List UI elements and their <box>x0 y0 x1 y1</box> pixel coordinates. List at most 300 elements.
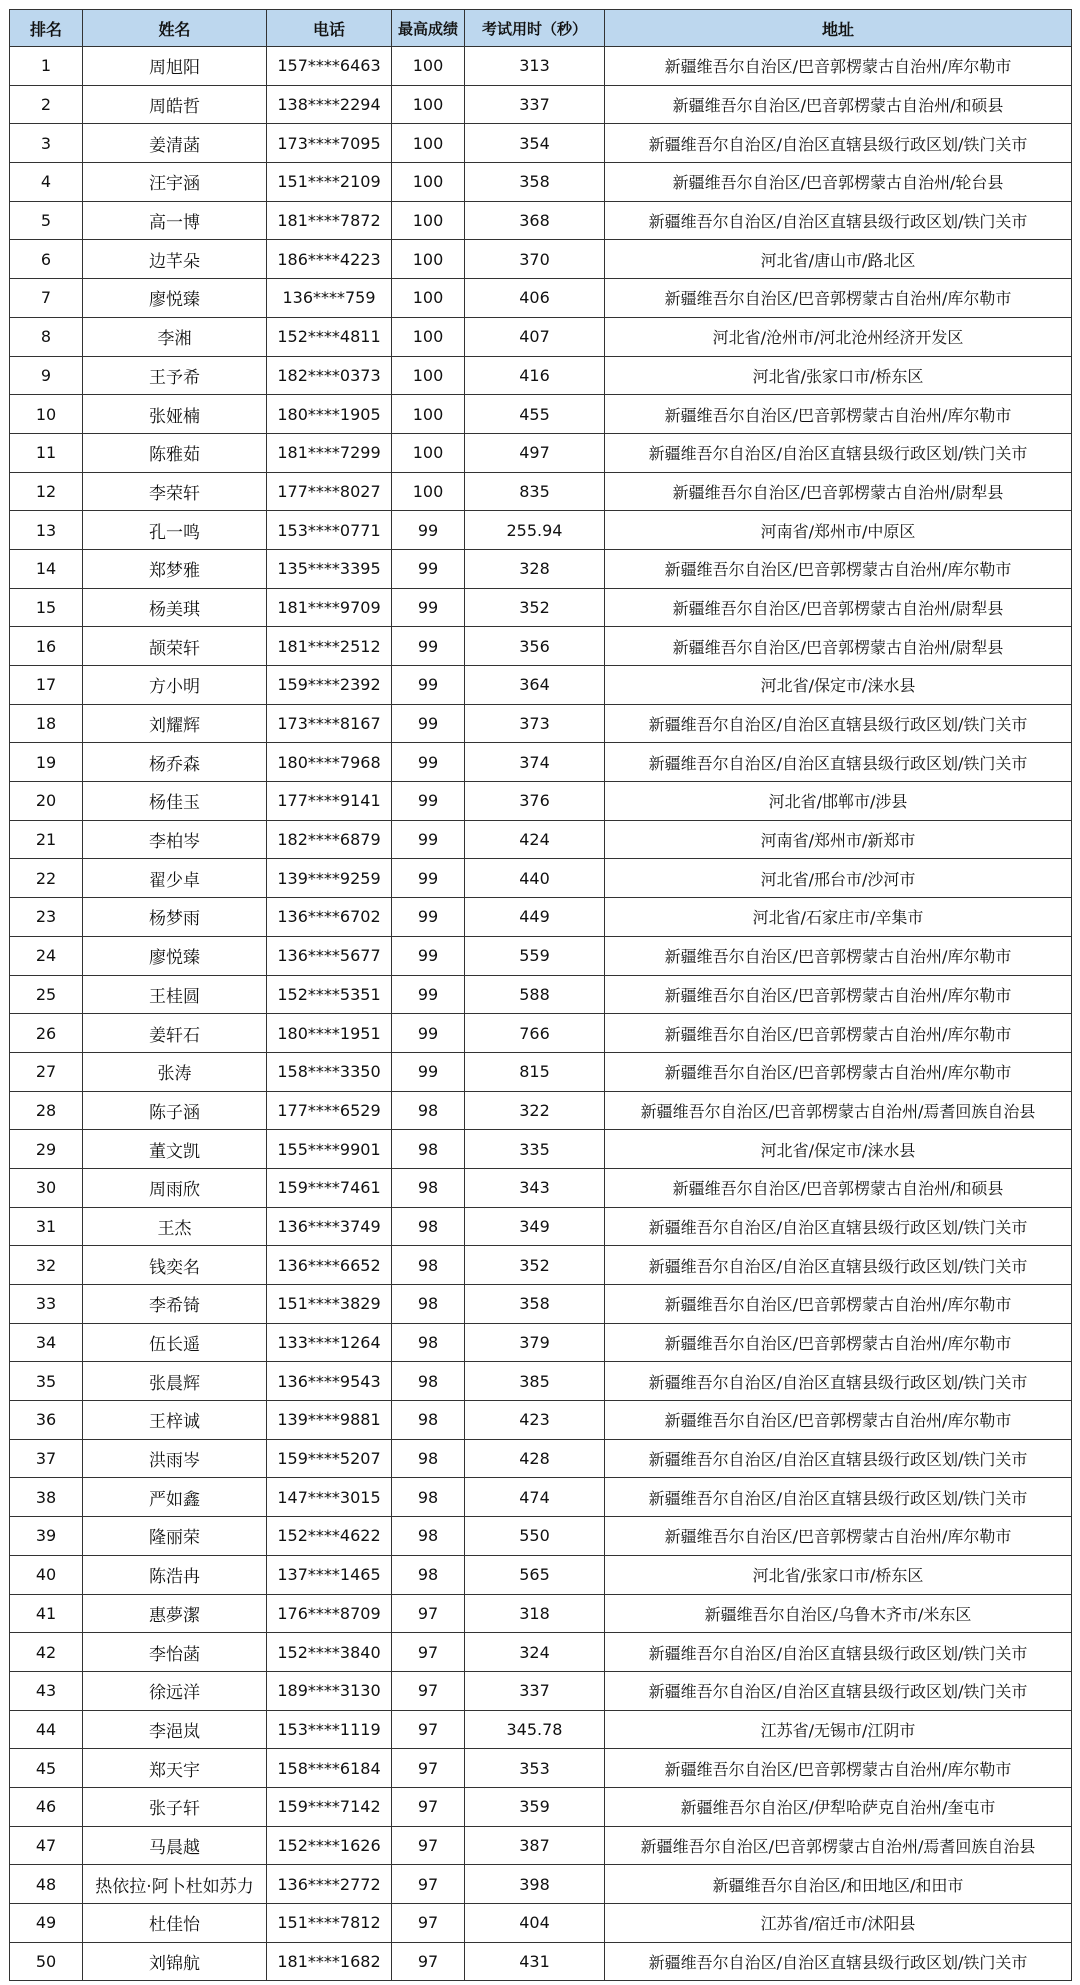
cell-best-score: 100 <box>392 47 465 86</box>
cell-exam-time: 423 <box>465 1401 605 1440</box>
cell-exam-time: 497 <box>465 433 605 472</box>
cell-rank: 15 <box>10 588 83 627</box>
cell-phone: 159****7142 <box>267 1787 392 1826</box>
cell-best-score: 98 <box>392 1478 465 1517</box>
cell-name: 姜清菡 <box>83 124 267 163</box>
cell-best-score: 97 <box>392 1904 465 1943</box>
table-row <box>10 433 1072 472</box>
cell-phone: 152****1626 <box>267 1826 392 1865</box>
cell-phone: 152****4622 <box>267 1517 392 1556</box>
cell-address: 河南省/郑州市/新郑市 <box>605 820 1072 859</box>
cell-rank: 45 <box>10 1749 83 1788</box>
header-best-score: 最高成绩 <box>392 10 465 47</box>
cell-best-score: 97 <box>392 1594 465 1633</box>
cell-rank: 23 <box>10 898 83 937</box>
cell-address: 新疆维吾尔自治区/自治区直辖县级行政区划/铁门关市 <box>605 1942 1072 1981</box>
cell-best-score: 100 <box>392 279 465 318</box>
table-row <box>10 1130 1072 1169</box>
cell-exam-time: 424 <box>465 820 605 859</box>
cell-phone: 182****0373 <box>267 356 392 395</box>
cell-phone: 180****7968 <box>267 743 392 782</box>
cell-rank: 33 <box>10 1285 83 1324</box>
cell-exam-time: 335 <box>465 1130 605 1169</box>
cell-best-score: 100 <box>392 356 465 395</box>
cell-name: 姜轩石 <box>83 1014 267 1053</box>
cell-exam-time: 374 <box>465 743 605 782</box>
cell-name: 翟少卓 <box>83 859 267 898</box>
cell-address: 新疆维吾尔自治区/巴音郭楞蒙古自治州/库尔勒市 <box>605 1749 1072 1788</box>
cell-name: 李希锜 <box>83 1285 267 1324</box>
cell-address: 新疆维吾尔自治区/巴音郭楞蒙古自治州/库尔勒市 <box>605 1517 1072 1556</box>
table-row <box>10 820 1072 859</box>
cell-phone: 151****2109 <box>267 163 392 202</box>
cell-name: 张子轩 <box>83 1787 267 1826</box>
cell-name: 李怡菡 <box>83 1633 267 1672</box>
cell-address: 新疆维吾尔自治区/自治区直辖县级行政区划/铁门关市 <box>605 201 1072 240</box>
cell-name: 张娅楠 <box>83 395 267 434</box>
cell-address: 新疆维吾尔自治区/巴音郭楞蒙古自治州/库尔勒市 <box>605 549 1072 588</box>
cell-exam-time: 440 <box>465 859 605 898</box>
cell-exam-time: 588 <box>465 975 605 1014</box>
table-row <box>10 356 1072 395</box>
cell-exam-time: 368 <box>465 201 605 240</box>
cell-address: 河北省/张家口市/桥东区 <box>605 356 1072 395</box>
cell-exam-time: 328 <box>465 549 605 588</box>
cell-exam-time: 398 <box>465 1865 605 1904</box>
table-row <box>10 85 1072 124</box>
cell-phone: 133****1264 <box>267 1323 392 1362</box>
cell-name: 洪雨岑 <box>83 1439 267 1478</box>
cell-best-score: 100 <box>392 201 465 240</box>
table-row <box>10 782 1072 821</box>
cell-address: 新疆维吾尔自治区/自治区直辖县级行政区划/铁门关市 <box>605 1633 1072 1672</box>
cell-rank: 26 <box>10 1014 83 1053</box>
cell-exam-time: 354 <box>465 124 605 163</box>
cell-phone: 153****1119 <box>267 1710 392 1749</box>
table-row <box>10 1787 1072 1826</box>
cell-best-score: 98 <box>392 1168 465 1207</box>
cell-address: 新疆维吾尔自治区/巴音郭楞蒙古自治州/轮台县 <box>605 163 1072 202</box>
cell-name: 李浥岚 <box>83 1710 267 1749</box>
cell-rank: 32 <box>10 1246 83 1285</box>
cell-exam-time: 835 <box>465 472 605 511</box>
cell-phone: 147****3015 <box>267 1478 392 1517</box>
cell-exam-time: 364 <box>465 666 605 705</box>
cell-exam-time: 352 <box>465 588 605 627</box>
cell-rank: 48 <box>10 1865 83 1904</box>
table-row <box>10 1633 1072 1672</box>
cell-phone: 158****3350 <box>267 1052 392 1091</box>
cell-phone: 136****759 <box>267 279 392 318</box>
cell-address: 新疆维吾尔自治区/巴音郭楞蒙古自治州/库尔勒市 <box>605 47 1072 86</box>
cell-phone: 181****1682 <box>267 1942 392 1981</box>
cell-address: 河北省/张家口市/桥东区 <box>605 1555 1072 1594</box>
cell-best-score: 98 <box>392 1362 465 1401</box>
ranking-sheet <box>9 9 1071 1981</box>
cell-best-score: 99 <box>392 666 465 705</box>
cell-rank: 10 <box>10 395 83 434</box>
cell-rank: 49 <box>10 1904 83 1943</box>
cell-rank: 28 <box>10 1091 83 1130</box>
header-address: 地址 <box>605 10 1072 47</box>
header-name: 姓名 <box>83 10 267 47</box>
cell-name: 张涛 <box>83 1052 267 1091</box>
cell-phone: 181****2512 <box>267 627 392 666</box>
cell-phone: 176****8709 <box>267 1594 392 1633</box>
cell-best-score: 97 <box>392 1826 465 1865</box>
table-row <box>10 395 1072 434</box>
cell-exam-time: 416 <box>465 356 605 395</box>
table-row <box>10 1362 1072 1401</box>
cell-name: 汪宇涵 <box>83 163 267 202</box>
cell-rank: 34 <box>10 1323 83 1362</box>
cell-best-score: 99 <box>392 588 465 627</box>
cell-best-score: 99 <box>392 549 465 588</box>
cell-address: 新疆维吾尔自治区/巴音郭楞蒙古自治州/和硕县 <box>605 85 1072 124</box>
cell-rank: 7 <box>10 279 83 318</box>
cell-rank: 30 <box>10 1168 83 1207</box>
cell-name: 钱奕名 <box>83 1246 267 1285</box>
cell-phone: 155****9901 <box>267 1130 392 1169</box>
cell-name: 颉荣轩 <box>83 627 267 666</box>
cell-exam-time: 373 <box>465 704 605 743</box>
cell-best-score: 98 <box>392 1555 465 1594</box>
cell-best-score: 100 <box>392 395 465 434</box>
table-row <box>10 1478 1072 1517</box>
cell-phone: 151****3829 <box>267 1285 392 1324</box>
table-row <box>10 1942 1072 1981</box>
cell-rank: 5 <box>10 201 83 240</box>
cell-name: 王桂圆 <box>83 975 267 1014</box>
cell-best-score: 97 <box>392 1865 465 1904</box>
cell-address: 新疆维吾尔自治区/自治区直辖县级行政区划/铁门关市 <box>605 1362 1072 1401</box>
header-exam-time: 考试用时（秒） <box>465 10 605 47</box>
table-row <box>10 472 1072 511</box>
cell-rank: 3 <box>10 124 83 163</box>
cell-phone: 180****1951 <box>267 1014 392 1053</box>
cell-best-score: 97 <box>392 1749 465 1788</box>
cell-exam-time: 343 <box>465 1168 605 1207</box>
cell-address: 新疆维吾尔自治区/自治区直辖县级行政区划/铁门关市 <box>605 1439 1072 1478</box>
table-row <box>10 1246 1072 1285</box>
cell-name: 杨佳玉 <box>83 782 267 821</box>
cell-name: 周旭阳 <box>83 47 267 86</box>
cell-best-score: 98 <box>392 1323 465 1362</box>
cell-address: 新疆维吾尔自治区/巴音郭楞蒙古自治州/库尔勒市 <box>605 279 1072 318</box>
cell-phone: 177****9141 <box>267 782 392 821</box>
cell-exam-time: 359 <box>465 1787 605 1826</box>
cell-phone: 181****9709 <box>267 588 392 627</box>
cell-rank: 11 <box>10 433 83 472</box>
cell-phone: 159****2392 <box>267 666 392 705</box>
cell-exam-time: 337 <box>465 85 605 124</box>
table-row <box>10 1014 1072 1053</box>
cell-address: 河北省/唐山市/路北区 <box>605 240 1072 279</box>
cell-rank: 18 <box>10 704 83 743</box>
cell-phone: 136****6652 <box>267 1246 392 1285</box>
cell-phone: 152****5351 <box>267 975 392 1014</box>
cell-name: 王杰 <box>83 1207 267 1246</box>
table-row <box>10 1323 1072 1362</box>
table-row <box>10 743 1072 782</box>
cell-best-score: 97 <box>392 1942 465 1981</box>
cell-exam-time: 349 <box>465 1207 605 1246</box>
cell-phone: 159****7461 <box>267 1168 392 1207</box>
cell-phone: 139****9259 <box>267 859 392 898</box>
cell-best-score: 99 <box>392 704 465 743</box>
cell-best-score: 100 <box>392 433 465 472</box>
cell-best-score: 100 <box>392 85 465 124</box>
cell-name: 杨梦雨 <box>83 898 267 937</box>
table-row <box>10 1555 1072 1594</box>
cell-exam-time: 376 <box>465 782 605 821</box>
cell-name: 严如鑫 <box>83 1478 267 1517</box>
cell-name: 高一博 <box>83 201 267 240</box>
cell-phone: 136****2772 <box>267 1865 392 1904</box>
cell-rank: 25 <box>10 975 83 1014</box>
cell-name: 廖悦臻 <box>83 936 267 975</box>
table-row <box>10 1207 1072 1246</box>
table-row <box>10 279 1072 318</box>
cell-best-score: 98 <box>392 1091 465 1130</box>
cell-address: 新疆维吾尔自治区/和田地区/和田市 <box>605 1865 1072 1904</box>
cell-exam-time: 379 <box>465 1323 605 1362</box>
cell-best-score: 99 <box>392 1014 465 1053</box>
cell-best-score: 98 <box>392 1439 465 1478</box>
cell-best-score: 100 <box>392 317 465 356</box>
cell-exam-time: 370 <box>465 240 605 279</box>
cell-phone: 153****0771 <box>267 511 392 550</box>
table-row <box>10 1052 1072 1091</box>
cell-name: 王予希 <box>83 356 267 395</box>
cell-best-score: 97 <box>392 1787 465 1826</box>
cell-rank: 4 <box>10 163 83 202</box>
cell-rank: 41 <box>10 1594 83 1633</box>
cell-address: 河南省/郑州市/中原区 <box>605 511 1072 550</box>
table-row <box>10 1671 1072 1710</box>
cell-phone: 173****8167 <box>267 704 392 743</box>
cell-rank: 31 <box>10 1207 83 1246</box>
cell-address: 新疆维吾尔自治区/自治区直辖县级行政区划/铁门关市 <box>605 124 1072 163</box>
cell-best-score: 99 <box>392 820 465 859</box>
cell-rank: 20 <box>10 782 83 821</box>
cell-address: 河北省/石家庄市/辛集市 <box>605 898 1072 937</box>
cell-address: 新疆维吾尔自治区/巴音郭楞蒙古自治州/库尔勒市 <box>605 1323 1072 1362</box>
table-row <box>10 1517 1072 1556</box>
cell-rank: 43 <box>10 1671 83 1710</box>
cell-name: 李柏岑 <box>83 820 267 859</box>
cell-name: 徐远洋 <box>83 1671 267 1710</box>
cell-exam-time: 356 <box>465 627 605 666</box>
cell-address: 新疆维吾尔自治区/自治区直辖县级行政区划/铁门关市 <box>605 743 1072 782</box>
cell-phone: 139****9881 <box>267 1401 392 1440</box>
cell-best-score: 99 <box>392 936 465 975</box>
cell-best-score: 99 <box>392 743 465 782</box>
cell-address: 新疆维吾尔自治区/巴音郭楞蒙古自治州/库尔勒市 <box>605 1014 1072 1053</box>
cell-name: 李荣轩 <box>83 472 267 511</box>
cell-name: 杨美琪 <box>83 588 267 627</box>
cell-best-score: 97 <box>392 1633 465 1672</box>
cell-best-score: 99 <box>392 898 465 937</box>
cell-address: 新疆维吾尔自治区/自治区直辖县级行政区划/铁门关市 <box>605 1671 1072 1710</box>
cell-best-score: 98 <box>392 1517 465 1556</box>
cell-name: 周雨欣 <box>83 1168 267 1207</box>
cell-name: 廖悦臻 <box>83 279 267 318</box>
cell-name: 董文凯 <box>83 1130 267 1169</box>
cell-rank: 21 <box>10 820 83 859</box>
cell-address: 新疆维吾尔自治区/巴音郭楞蒙古自治州/尉犁县 <box>605 588 1072 627</box>
table-row <box>10 1904 1072 1943</box>
cell-address: 河北省/保定市/涞水县 <box>605 666 1072 705</box>
table-row <box>10 975 1072 1014</box>
table-row <box>10 124 1072 163</box>
cell-exam-time: 406 <box>465 279 605 318</box>
cell-phone: 186****4223 <box>267 240 392 279</box>
cell-exam-time: 431 <box>465 1942 605 1981</box>
header-rank: 排名 <box>10 10 83 47</box>
table-row <box>10 549 1072 588</box>
cell-address: 新疆维吾尔自治区/巴音郭楞蒙古自治州/和硕县 <box>605 1168 1072 1207</box>
header-phone: 电话 <box>267 10 392 47</box>
cell-address: 河北省/邯郸市/涉县 <box>605 782 1072 821</box>
cell-rank: 2 <box>10 85 83 124</box>
table-row <box>10 1749 1072 1788</box>
cell-address: 新疆维吾尔自治区/巴音郭楞蒙古自治州/库尔勒市 <box>605 395 1072 434</box>
cell-phone: 151****7812 <box>267 1904 392 1943</box>
table-row <box>10 1594 1072 1633</box>
cell-rank: 6 <box>10 240 83 279</box>
table-row <box>10 704 1072 743</box>
table-row <box>10 1710 1072 1749</box>
table-row <box>10 1285 1072 1324</box>
table-row <box>10 1091 1072 1130</box>
cell-phone: 181****7299 <box>267 433 392 472</box>
cell-name: 郑梦雅 <box>83 549 267 588</box>
cell-phone: 181****7872 <box>267 201 392 240</box>
cell-phone: 136****9543 <box>267 1362 392 1401</box>
cell-exam-time: 313 <box>465 47 605 86</box>
cell-rank: 37 <box>10 1439 83 1478</box>
cell-rank: 1 <box>10 47 83 86</box>
cell-name: 伍长遥 <box>83 1323 267 1362</box>
cell-rank: 12 <box>10 472 83 511</box>
cell-phone: 177****8027 <box>267 472 392 511</box>
cell-address: 新疆维吾尔自治区/自治区直辖县级行政区划/铁门关市 <box>605 704 1072 743</box>
table-row <box>10 1401 1072 1440</box>
cell-name: 热依拉·阿卜杜如苏力 <box>83 1865 267 1904</box>
cell-name: 杨乔森 <box>83 743 267 782</box>
cell-exam-time: 766 <box>465 1014 605 1053</box>
cell-name: 孔一鸣 <box>83 511 267 550</box>
cell-phone: 189****3130 <box>267 1671 392 1710</box>
cell-phone: 158****6184 <box>267 1749 392 1788</box>
cell-address: 河北省/邢台市/沙河市 <box>605 859 1072 898</box>
cell-name: 隆丽荣 <box>83 1517 267 1556</box>
cell-phone: 177****6529 <box>267 1091 392 1130</box>
cell-best-score: 99 <box>392 859 465 898</box>
cell-address: 河北省/保定市/涞水县 <box>605 1130 1072 1169</box>
cell-rank: 17 <box>10 666 83 705</box>
cell-best-score: 100 <box>392 124 465 163</box>
cell-address: 新疆维吾尔自治区/自治区直辖县级行政区划/铁门关市 <box>605 433 1072 472</box>
cell-address: 新疆维吾尔自治区/巴音郭楞蒙古自治州/库尔勒市 <box>605 1052 1072 1091</box>
cell-exam-time: 565 <box>465 1555 605 1594</box>
cell-name: 杜佳怡 <box>83 1904 267 1943</box>
cell-name: 刘耀辉 <box>83 704 267 743</box>
table-row <box>10 1826 1072 1865</box>
cell-exam-time: 455 <box>465 395 605 434</box>
cell-phone: 136****3749 <box>267 1207 392 1246</box>
cell-rank: 29 <box>10 1130 83 1169</box>
cell-exam-time: 385 <box>465 1362 605 1401</box>
cell-exam-time: 474 <box>465 1478 605 1517</box>
table-body <box>10 47 1072 1981</box>
cell-rank: 46 <box>10 1787 83 1826</box>
cell-address: 新疆维吾尔自治区/巴音郭楞蒙古自治州/库尔勒市 <box>605 936 1072 975</box>
cell-exam-time: 550 <box>465 1517 605 1556</box>
cell-rank: 13 <box>10 511 83 550</box>
cell-exam-time: 387 <box>465 1826 605 1865</box>
table-row <box>10 47 1072 86</box>
table-row <box>10 163 1072 202</box>
cell-exam-time: 318 <box>465 1594 605 1633</box>
cell-name: 张晨辉 <box>83 1362 267 1401</box>
cell-name: 李湘 <box>83 317 267 356</box>
cell-best-score: 98 <box>392 1207 465 1246</box>
cell-exam-time: 358 <box>465 163 605 202</box>
cell-exam-time: 322 <box>465 1091 605 1130</box>
cell-name: 刘锦航 <box>83 1942 267 1981</box>
cell-best-score: 99 <box>392 627 465 666</box>
cell-best-score: 100 <box>392 163 465 202</box>
cell-best-score: 98 <box>392 1246 465 1285</box>
cell-exam-time: 358 <box>465 1285 605 1324</box>
cell-name: 陈浩冉 <box>83 1555 267 1594</box>
cell-address: 新疆维吾尔自治区/自治区直辖县级行政区划/铁门关市 <box>605 1207 1072 1246</box>
cell-phone: 138****2294 <box>267 85 392 124</box>
cell-best-score: 97 <box>392 1671 465 1710</box>
cell-best-score: 98 <box>392 1285 465 1324</box>
cell-address: 新疆维吾尔自治区/自治区直辖县级行政区划/铁门关市 <box>605 1478 1072 1517</box>
cell-name: 周皓哲 <box>83 85 267 124</box>
cell-address: 新疆维吾尔自治区/巴音郭楞蒙古自治州/尉犁县 <box>605 472 1072 511</box>
table-row <box>10 898 1072 937</box>
cell-best-score: 100 <box>392 472 465 511</box>
cell-rank: 14 <box>10 549 83 588</box>
table-row <box>10 936 1072 975</box>
cell-address: 新疆维吾尔自治区/巴音郭楞蒙古自治州/库尔勒市 <box>605 975 1072 1014</box>
cell-address: 新疆维吾尔自治区/巴音郭楞蒙古自治州/焉耆回族自治县 <box>605 1091 1072 1130</box>
cell-address: 新疆维吾尔自治区/巴音郭楞蒙古自治州/库尔勒市 <box>605 1285 1072 1324</box>
table-row <box>10 588 1072 627</box>
cell-best-score: 100 <box>392 240 465 279</box>
cell-phone: 180****1905 <box>267 395 392 434</box>
table-row <box>10 240 1072 279</box>
cell-name: 陈子涵 <box>83 1091 267 1130</box>
cell-rank: 40 <box>10 1555 83 1594</box>
cell-exam-time: 353 <box>465 1749 605 1788</box>
cell-name: 边芊朵 <box>83 240 267 279</box>
cell-best-score: 99 <box>392 511 465 550</box>
table-row <box>10 1865 1072 1904</box>
cell-exam-time: 255.94 <box>465 511 605 550</box>
cell-exam-time: 352 <box>465 1246 605 1285</box>
cell-name: 郑天宇 <box>83 1749 267 1788</box>
cell-address: 新疆维吾尔自治区/巴音郭楞蒙古自治州/尉犁县 <box>605 627 1072 666</box>
cell-name: 陈雅茹 <box>83 433 267 472</box>
cell-phone: 159****5207 <box>267 1439 392 1478</box>
cell-phone: 152****3840 <box>267 1633 392 1672</box>
